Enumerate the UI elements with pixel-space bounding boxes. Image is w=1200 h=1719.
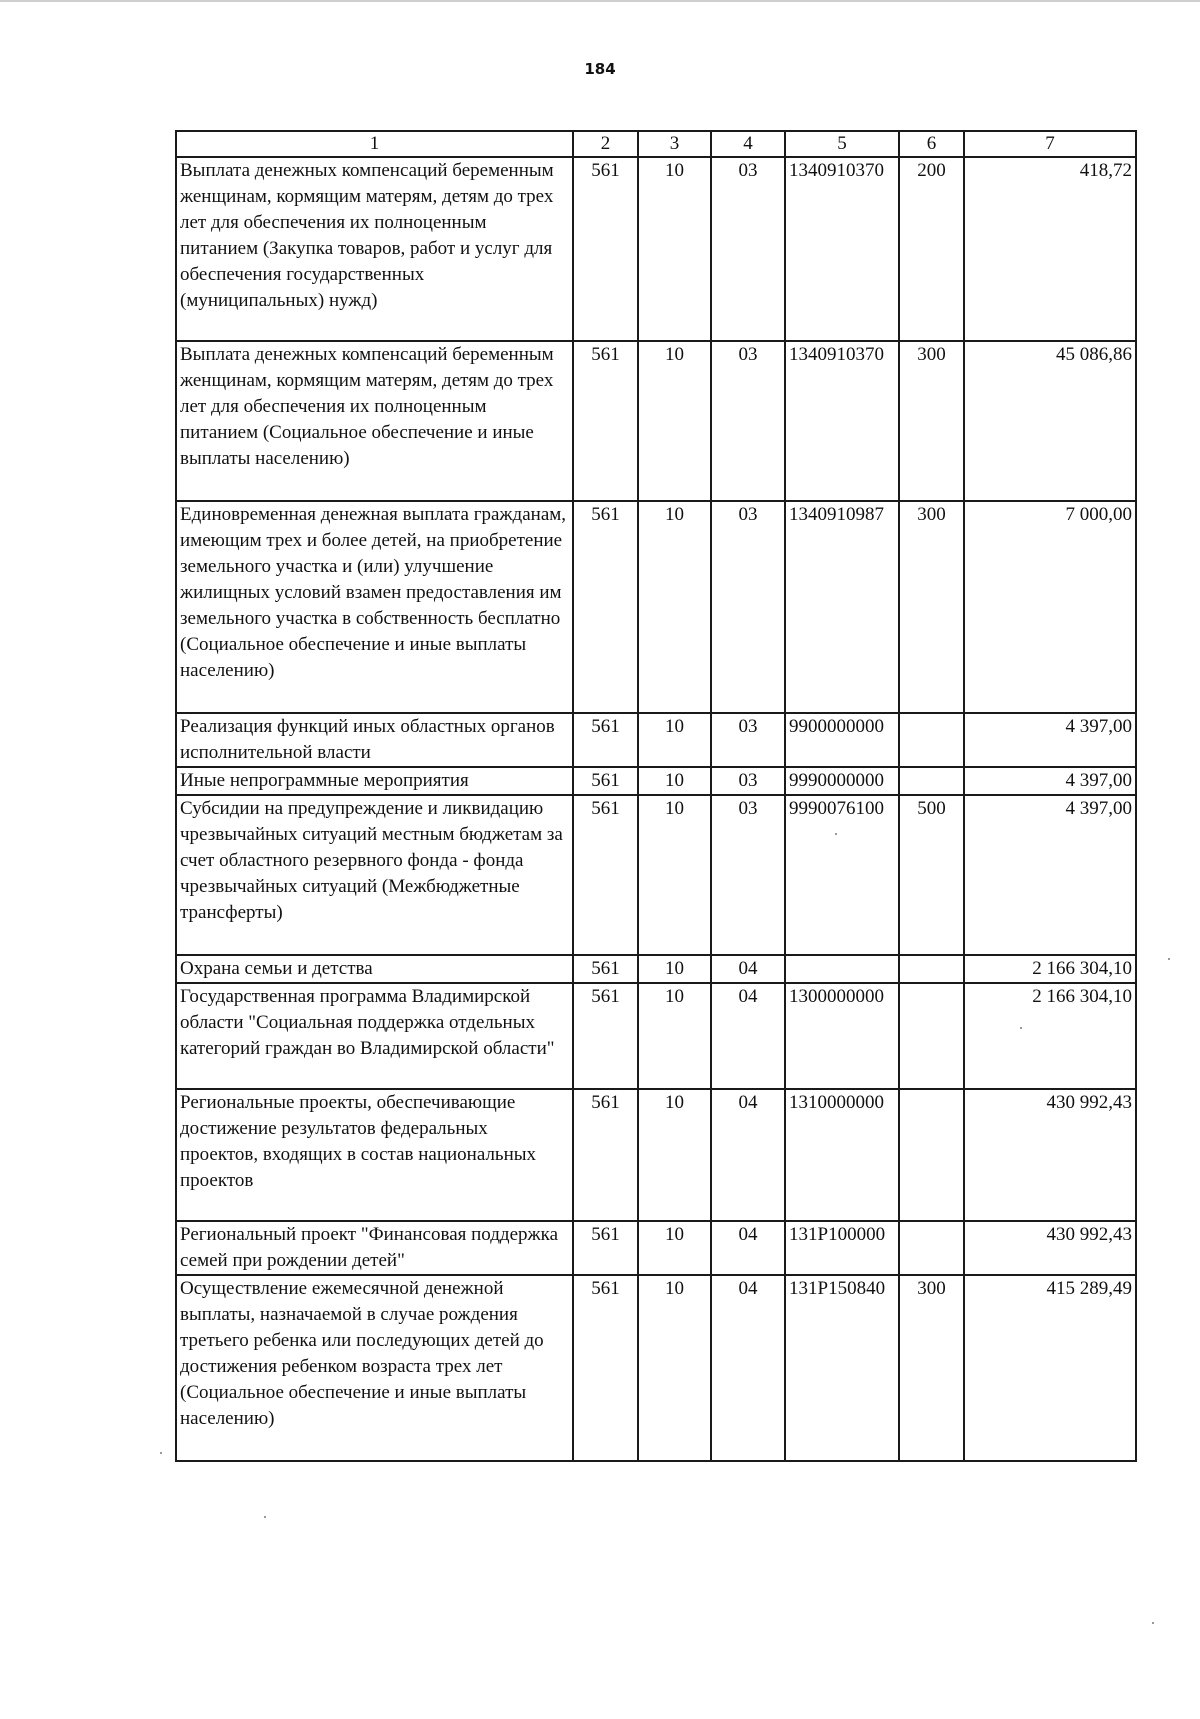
table-row [176,713,1136,767]
scan-top-edge [0,0,1200,2]
expense-type-code [899,1089,964,1221]
dept-code: 561 [573,713,638,767]
dept-code: 561 [573,341,638,501]
subsection-code: 04 [711,1221,785,1275]
dept-code: 561 [573,795,638,955]
column-header-3: 3 [638,131,711,157]
dept-code: 561 [573,955,638,983]
table-row [176,767,1136,795]
item-name: Осуществление ежемесячной денежной выплаты, назначаемой в случае рождения третьего ребенка или последующих детей до достижения ребенком возраста трех лет (Социальное обеспечение и иные выплаты населению) [176,1275,573,1461]
amount: 7 000,00 [964,501,1136,713]
budget-table [175,130,1137,1462]
amount: 430 992,43 [964,1221,1136,1275]
expense-type-code [899,1221,964,1275]
item-name: Единовременная денежная выплата гражданам, имеющим трех и более детей, на приобретение земельного участка и (или) улучшение жилищных условий взамен предоставления им земельного участка в собственность бесплатно (Социальное обеспечение и иные выплаты населению) [176,501,573,713]
section-code: 10 [638,795,711,955]
column-header-5: 5 [785,131,899,157]
item-name: Выплата денежных компенсаций беременным женщинам, кормящим матерям, детям до трех лет для обеспечения их полноценным питанием (Социальное обеспечение и иные выплаты населению) [176,341,573,501]
section-code: 10 [638,955,711,983]
target-article-code: 1300000000 [785,983,899,1089]
expense-type-code: 300 [899,1275,964,1461]
column-header-4: 4 [711,131,785,157]
table-row [176,1275,1136,1461]
subsection-code: 04 [711,955,785,983]
section-code: 10 [638,341,711,501]
section-code: 10 [638,713,711,767]
section-code: 10 [638,1221,711,1275]
section-code: 10 [638,501,711,713]
scan-speck [1020,1027,1022,1029]
scan-speck [1152,1622,1154,1624]
expense-type-code: 200 [899,157,964,341]
amount: 415 289,49 [964,1275,1136,1461]
table-row [176,341,1136,501]
amount: 430 992,43 [964,1089,1136,1221]
scan-speck [835,833,837,835]
subsection-code: 03 [711,795,785,955]
amount: 418,72 [964,157,1136,341]
expense-type-code: 500 [899,795,964,955]
subsection-code: 03 [711,767,785,795]
item-name: Иные непрограммные мероприятия [176,767,573,795]
dept-code: 561 [573,983,638,1089]
table-row [176,983,1136,1089]
item-name: Охрана семьи и детства [176,955,573,983]
table-row [176,1221,1136,1275]
scan-speck [160,1452,162,1454]
dept-code: 561 [573,1221,638,1275]
item-name: Субсидии на предупреждение и ликвидацию чрезвычайных ситуаций местным бюджетам за счет областного резервного фонда - фонда чрезвычайных ситуаций (Межбюджетные трансферты) [176,795,573,955]
target-article-code: 1310000000 [785,1089,899,1221]
subsection-code: 04 [711,983,785,1089]
expense-type-code [899,767,964,795]
dept-code: 561 [573,1089,638,1221]
table-row [176,955,1136,983]
table-row [176,501,1136,713]
section-code: 10 [638,767,711,795]
expense-type-code [899,983,964,1089]
amount: 4 397,00 [964,795,1136,955]
dept-code: 561 [573,501,638,713]
target-article-code: 1340910370 [785,341,899,501]
scan-speck [1168,958,1170,960]
amount: 2 166 304,10 [964,955,1136,983]
target-article-code: 9900000000 [785,713,899,767]
section-code: 10 [638,1275,711,1461]
subsection-code: 03 [711,341,785,501]
dept-code: 561 [573,1275,638,1461]
table-row [176,795,1136,955]
column-header-7: 7 [964,131,1136,157]
target-article-code: 131P150840 [785,1275,899,1461]
expense-type-code [899,955,964,983]
table-row [176,1089,1136,1221]
target-article-code: 1340910987 [785,501,899,713]
column-header-6: 6 [899,131,964,157]
amount: 4 397,00 [964,713,1136,767]
dept-code: 561 [573,157,638,341]
table-row [176,157,1136,341]
subsection-code: 03 [711,713,785,767]
section-code: 10 [638,157,711,341]
item-name: Региональный проект "Финансовая поддержка семей при рождении детей" [176,1221,573,1275]
subsection-code: 03 [711,501,785,713]
header-row [176,131,1136,157]
expense-type-code [899,713,964,767]
column-header-2: 2 [573,131,638,157]
column-header-1: 1 [176,131,573,157]
dept-code: 561 [573,767,638,795]
amount: 4 397,00 [964,767,1136,795]
section-code: 10 [638,1089,711,1221]
item-name: Выплата денежных компенсаций беременным женщинам, кормящим матерям, детям до трех лет для обеспечения их полноценным питанием (Закупка товаров, работ и услуг для обеспечения государственных (муниципальных) нужд) [176,157,573,341]
target-article-code: 131P100000 [785,1221,899,1275]
expense-type-code: 300 [899,501,964,713]
page-number: 184 [584,60,616,78]
item-name: Реализация функций иных областных органов исполнительной власти [176,713,573,767]
subsection-code: 04 [711,1089,785,1221]
target-article-code: 9990000000 [785,767,899,795]
target-article-code: 9990076100 [785,795,899,955]
subsection-code: 04 [711,1275,785,1461]
target-article-code: 1340910370 [785,157,899,341]
amount: 2 166 304,10 [964,983,1136,1089]
section-code: 10 [638,983,711,1089]
item-name: Региональные проекты, обеспечивающие достижение результатов федеральных проектов, входящих в состав национальных проектов [176,1089,573,1221]
subsection-code: 03 [711,157,785,341]
item-name: Государственная программа Владимирской области "Социальная поддержка отдельных категорий граждан во Владимирской области" [176,983,573,1089]
scan-speck [264,1516,266,1518]
target-article-code [785,955,899,983]
expense-type-code: 300 [899,341,964,501]
amount: 45 086,86 [964,341,1136,501]
